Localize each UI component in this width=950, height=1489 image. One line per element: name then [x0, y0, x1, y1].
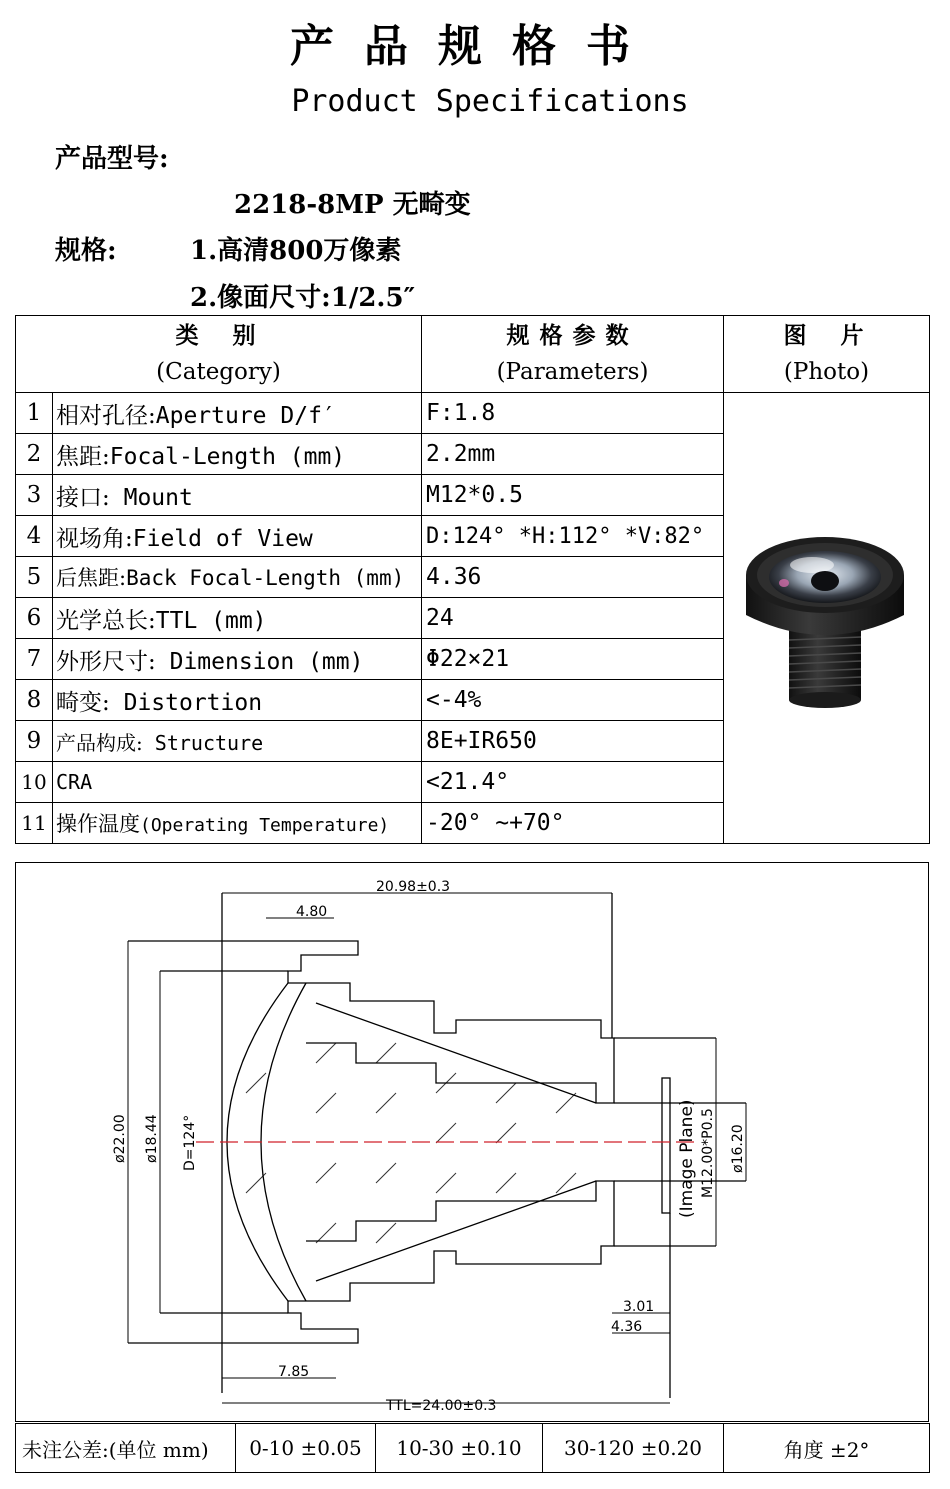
dim-ttl: TTL=24.00±0.3	[386, 1398, 497, 1414]
dim-d22: ø22.00	[112, 1114, 128, 1163]
table-header-row	[16, 316, 930, 393]
title-english: Product Specifications	[291, 84, 689, 119]
dim-480: 4.80	[296, 904, 328, 920]
table-row: 9 产品构成: Structure 8E+IR650	[16, 721, 930, 762]
dim-301: 3.01	[623, 1299, 655, 1315]
table-row: 1 相对孔径:Aperture D/f′ F:1.8	[16, 393, 930, 434]
tolerance-angle: 角度 ±2°	[724, 1424, 930, 1473]
table-row: 3 接口: Mount M12*0.5	[16, 475, 930, 516]
tolerance-table	[15, 1423, 930, 1473]
dim-785: 7.85	[278, 1364, 310, 1380]
lens-photo-cell	[724, 393, 930, 844]
technical-drawing	[15, 862, 929, 1422]
table-row: 8 畸变: Distortion <-4%	[16, 680, 930, 721]
table-row: 6 光学总长:TTL (mm) 24	[16, 598, 930, 639]
header-parameters: 规格参数 (Parameters)	[422, 316, 724, 393]
model-value: 2218-8MP 无畸变	[234, 190, 471, 220]
tolerance-0-10: 0-10 ±0.05	[236, 1424, 376, 1473]
table-row: 5 后焦距:Back Focal-Length (mm) 4.36	[16, 557, 930, 598]
spec-table	[15, 315, 930, 844]
dim-436: 4.36	[611, 1319, 643, 1335]
dim-top: 20.98±0.3	[376, 879, 451, 895]
dim-d1620: ø16.20	[730, 1124, 746, 1173]
spec-label: 规格:	[55, 236, 117, 266]
table-row: 7 外形尺寸: Dimension (mm) Φ22×21	[16, 639, 930, 680]
dim-thread: M12.00*P0.5	[700, 1108, 716, 1198]
tolerance-label: 未注公差:(单位 mm)	[16, 1424, 236, 1473]
dim-fov: D=124°	[182, 1114, 198, 1171]
table-row: 4 视场角:Field of View D:124° *H:112° *V:82°	[16, 516, 930, 557]
spec-line-2: 2.像面尺寸:1/2.5″	[190, 283, 416, 313]
title-chinese: 产品规格书	[290, 21, 660, 72]
tolerance-30-120: 30-120 ±0.20	[543, 1424, 724, 1473]
spec-line-1: 1.高清800万像素	[190, 236, 402, 266]
tolerance-row	[16, 1424, 930, 1473]
table-row: 10 CRA <21.4°	[16, 762, 930, 803]
model-label: 产品型号:	[55, 144, 169, 174]
tolerance-10-30: 10-30 ±0.10	[376, 1424, 543, 1473]
table-row: 2 焦距:Focal-Length (mm) 2.2mm	[16, 434, 930, 475]
dim-d1844: ø18.44	[144, 1114, 160, 1163]
table-row: 11 操作温度(Operating Temperature) -20° ~+70°	[16, 803, 930, 844]
dim-image-plane: (Image Plane)	[677, 1099, 697, 1218]
lens-photo	[732, 515, 922, 715]
header-photo: 图 片 (Photo)	[724, 316, 930, 393]
header-category: 类 别 (Category)	[16, 316, 422, 393]
